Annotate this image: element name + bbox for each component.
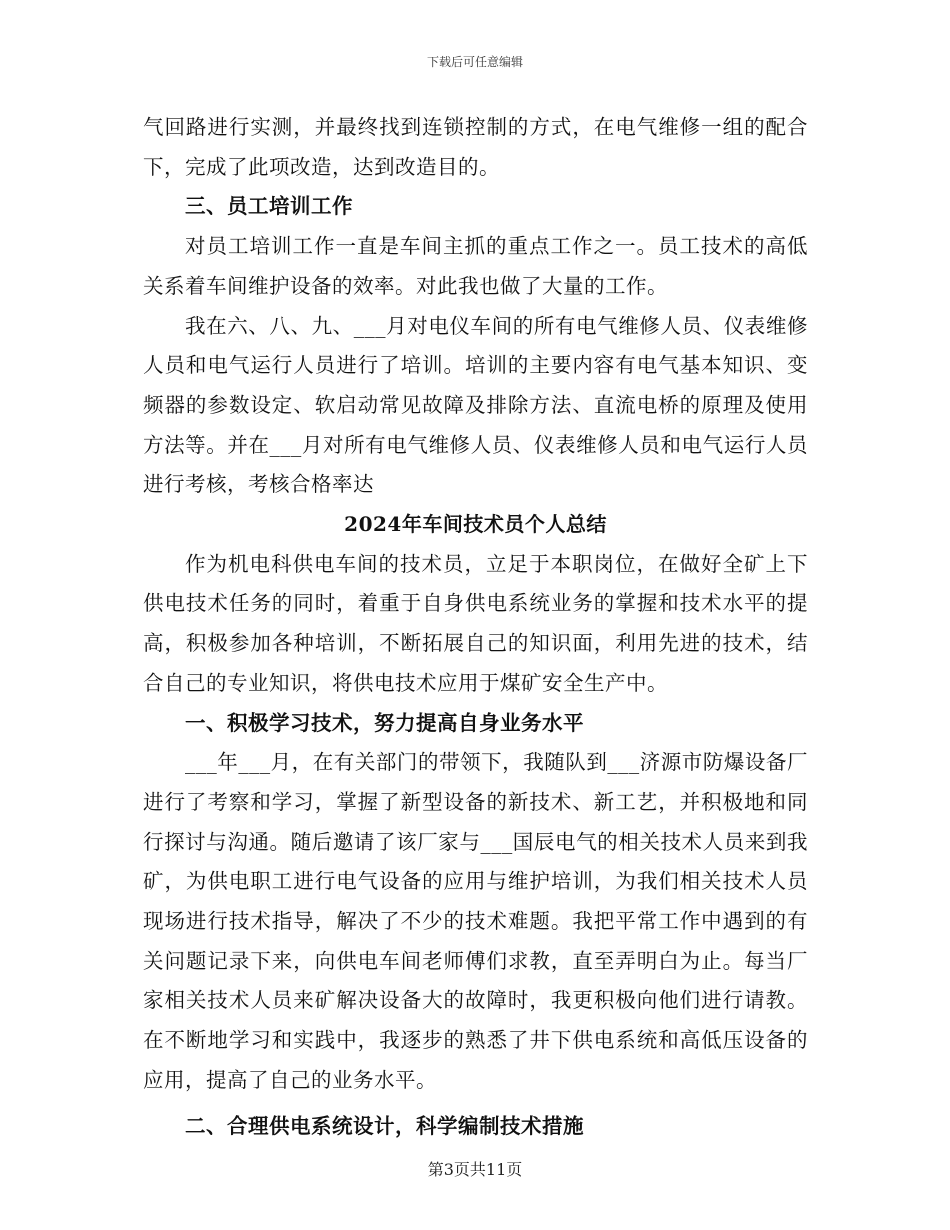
paragraph-learning-detail: ___年___月，在有关部门的带领下，我随队到___济源市防爆设备厂进行了考察和学习，掌握了新型设备的新技术、新工艺，并积极地和同行探讨与沟通。随后邀请了该厂家与___国辰电气的相关技术人员来到我矿，为供电职工进行电气设备的应用与维护培训，为我们相关技术人员现场进行技术指导，解决了不少的技术难题。我把平常工作中遇到的有关问题记录下来，向供电车间老师傅们求教，直至弄明白为止。每当厂家相关技术人员来矿解决设备大的故障时，我更积极向他们进行请教。在不断地学习和实践中，我逐步的熟悉了井下供电系统和高低压设备的应用，提高了自己的业务水平。 <box>143 750 808 1092</box>
section-heading-learning: 一、积极学习技术，努力提高自身业务水平 <box>185 710 584 735</box>
section-heading-design: 二、合理供电系统设计，科学编制技术措施 <box>185 1113 584 1138</box>
paragraph-continuation: 气回路进行实测，并最终找到连锁控制的方式，在电气维修一组的配合下，完成了此项改造，达到改造目的。 <box>143 115 808 179</box>
paragraph-training-intro: 对员工培训工作一直是车间主抓的重点工作之一。员工技术的高低关系着车间维护设备的效率。对此我也做了大量的工作。 <box>143 234 808 298</box>
page-number: 第3页共11页 <box>427 1160 523 1179</box>
paragraph-training-detail: 我在六、八、九、___月对电仪车间的所有电气维修人员、仪表维修人员和电气运行人员进行了培训。培训的主要内容有电气基本知识、变频器的参数设定、软启动常见故障及排除方法、直流电桥的原理及使用方法等。并在___月对所有电气维修人员、仪表维修人员和电气运行人员进行考核，考核合格率达 <box>143 313 808 497</box>
section-heading-training: 三、员工培训工作 <box>185 194 353 219</box>
document-title: 2024年车间技术员个人总结 <box>344 512 607 537</box>
paragraph-summary-intro: 作为机电科供电车间的技术员，立足于本职岗位，在做好全矿上下供电技术任务的同时，着重于自身供电系统业务的掌握和技术水平的提高，积极参加各种培训，不断拓展自己的知识面，利用先进的技术，结合自己的专业知识，将供电技术应用于煤矿安全生产中。 <box>143 551 808 695</box>
document-body <box>143 108 808 1146</box>
page-header: 下载后可任意编辑 <box>426 55 523 69</box>
